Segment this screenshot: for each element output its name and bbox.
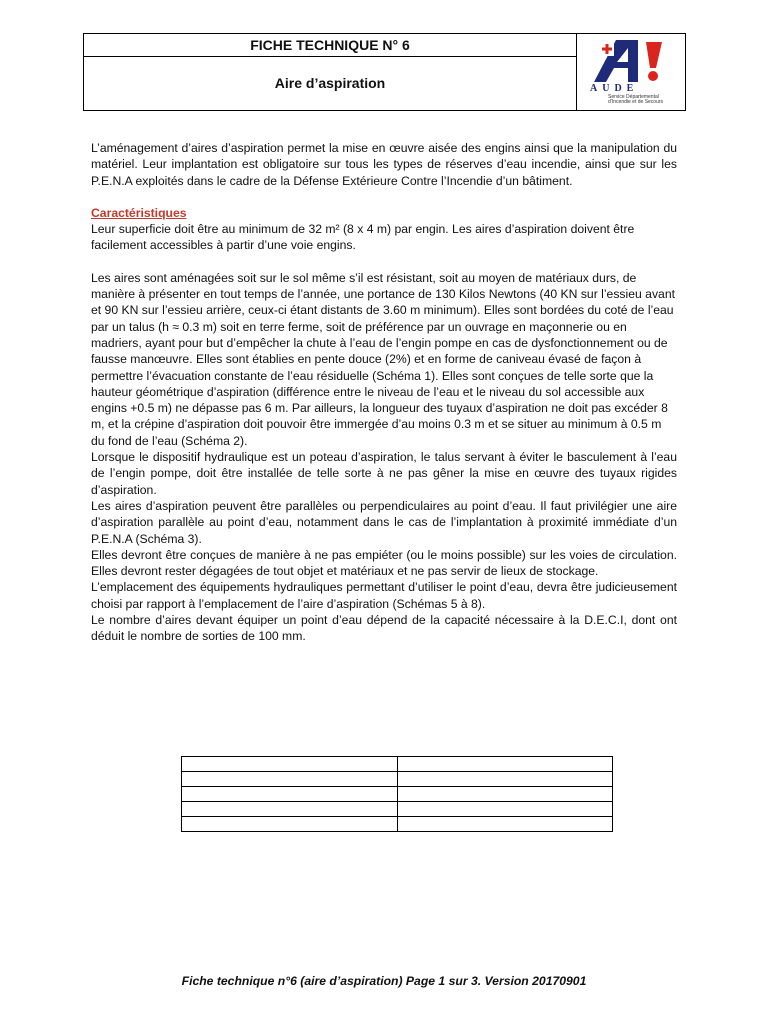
table-row (182, 787, 613, 802)
logo-subtitle: Service Départemental d’Incendie et de Secours (608, 94, 664, 105)
paragraph-amenagement: Les aires sont aménagées soit sur le sol même s’il est résistant, soit au moyen de matériaux durs, de manière à présenter en tout temps de l’année, une portance de 130 Kilos Newtons (40 KN sur l’essieu avant et 90 KN sur l’essieu arrière, ceux-ci étant distants de 3.60 m minimum). Elles sont bordées du coté de l’eau par un talus (h ≈ 0.3 m) soit en terre ferme, soit de préférence par un ouvrage en maçonnerie ou en madriers, ayant pour but d’empêcher la chute à l’eau de l’engin pompe en cas de dysfonctionnement ou de fausse manœuvre. Elles sont établies en pente douce (2%) et en forme de caniveau évasé de façon à permettre l’évacuation constante de l’eau résiduelle (Schéma 1). Elles sont conçues de telle sorte que la hauteur géométrique d’aspiration (différence entre le niveau de l’eau et le niveau du sol accessible aux engins +0.5 m) ne dépasse pas 6 m. Par ailleurs, la longueur des tuyaux d’aspiration ne doit pas excéder 8 m, et la crépine d’aspiration doit pouvoir être immergée d’au moins 0.3 m et se situer au minimum à 0.5 m du fond de l’eau (Schéma 2). (91, 270, 675, 448)
paragraph-emplacement: L’emplacement des équipements hydrauliques permettant d’utiliser le point d’eau, devra être judicieusement choisi par rapport à l’emplacement de l’aire d’aspiration (Schémas 5 à 8). (91, 580, 677, 611)
table-row (182, 802, 613, 817)
empty-table (181, 756, 613, 832)
document-header (83, 33, 686, 111)
logo-brand-text: AUDE (590, 83, 639, 94)
page-footer: Fiche technique n°6 (aire d’aspiration) Page 1 sur 3. Version 20170901 (181, 974, 587, 988)
document-body (91, 140, 677, 645)
intro-paragraph: L’aménagement d’aires d’aspiration permet la mise en œuvre aisée des engins ainsi que la manipulation du matériel. Leur implantation est obligatoire sur tous les types de réserves d’eau incendie, ainsi que sur les P.E.N.A exploités dans le cadre de la Défense Extérieure Contre l’Incendie d’un bâtiment. (91, 141, 677, 188)
paragraph-circulation: Elles devront être conçues de manière à ne pas empiéter (ou le moins possible) sur les voies de circulation. Elles devront rester dégagées de tout objet et matériaux et ne pas servir de lieux de stockage. (91, 547, 677, 579)
paragraph-superficie: Leur superficie doit être au minimum de 32 m² (8 x 4 m) par engin. Les aires d’aspiration doivent être facilement accessibles à partir d’une voie engins. (91, 222, 635, 253)
table-row (182, 757, 613, 772)
fiche-subject: Aire d’aspiration (274, 75, 386, 91)
table-row (182, 772, 613, 787)
header-title-column (84, 34, 577, 110)
fiche-title: FICHE TECHNIQUE N° 6 (84, 34, 576, 57)
paragraph-orientation: Les aires d’aspiration peuvent être parallèles ou perpendiculaires au point d’eau. Il faut privilégier une aire d’aspiration parallèle au point d’eau, notamment dans le cas de l’implantation à proximité immédiate d’un P.E.N.A (Schéma 3). (91, 498, 677, 546)
paragraph-poteau: Lorsque le dispositif hydraulique est un poteau d’aspiration, le talus servant à éviter le basculement à l’eau de l’engin pompe, doit être installée de telle sorte à ne pas gêner la mise en œuvre des tuyaux rigides d’aspiration. (91, 450, 677, 497)
sdis-aude-logo (588, 38, 680, 106)
paragraph-nombre-aires: Le nombre d’aires devant équiper un point d’eau dépend de la capacité nécessaire à la D.E.C.I, dont ont déduit le nombre de sorties de 100 mm. (91, 613, 677, 644)
section-heading-caracteristiques: Caractéristiques (91, 205, 187, 220)
logo-emblem-icon (588, 38, 680, 84)
table-row (182, 817, 613, 832)
